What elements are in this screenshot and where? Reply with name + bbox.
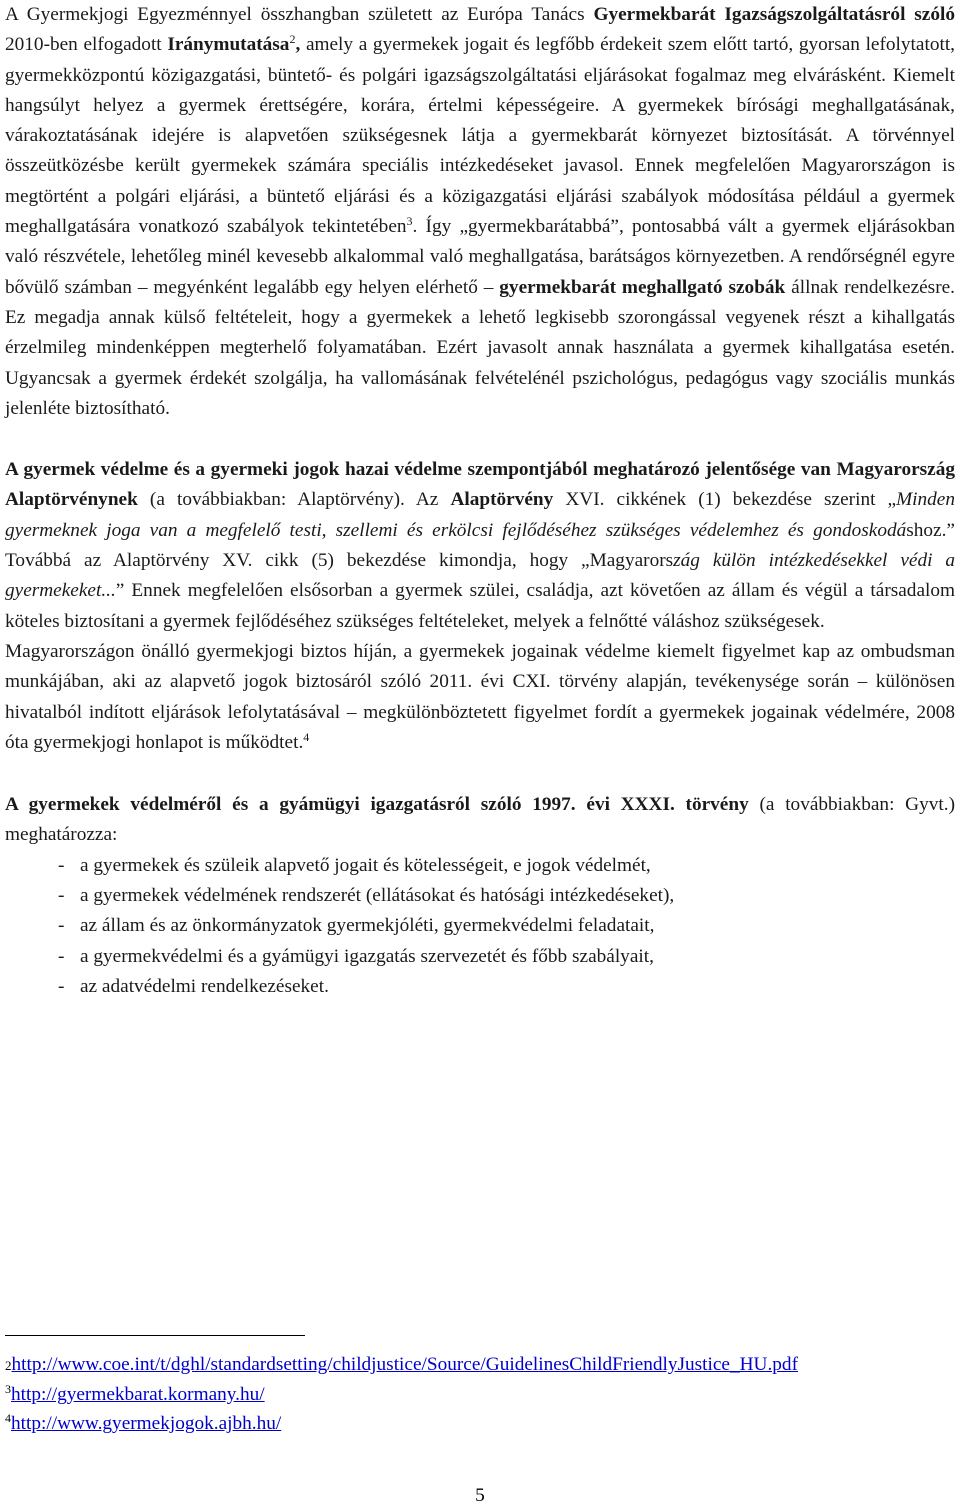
text: állnak rendelkezésre. Ez megadja annak külső feltételeit, hogy a gyermekek a lehető legkisebb szorongással vegyenek részt a kihallgatás érzelmileg mindenképpen megterhelő folyamatában. Ezért javasolt annak használata a gyermek kihallgatása esetén. Ugyancsak a gyermek érdekét szolgálja, ha vallomásának felvételénél pszichológus, pedagógus vagy szociális munkás jelenléte biztosítható. xyxy=(5,276,955,419)
footnote-4 xyxy=(5,1409,835,1438)
bold-text: , xyxy=(295,34,301,56)
bold-text: A gyermek védelme és a gyermeki jogok hazai védelme szempontjából meghatározó jelentősége van Magyarország Alaptörvénynek xyxy=(5,459,955,511)
footnote-number: 2 xyxy=(5,1358,12,1373)
dash-bullet: - xyxy=(58,885,65,907)
italic-quote: Minden gyermeknek joga van a megfelelő testi, szellemi és erkölcsi fejlődéséhez szükséges védelemhez és gondoskodá xyxy=(5,489,955,541)
bold-text: gyermekbarát meghallgató szobák xyxy=(499,276,786,298)
paragraph-fundamental-law xyxy=(5,455,955,637)
list-item: - az adatvédelmi rendelkezéseket. xyxy=(50,972,890,1002)
list-item: - a gyermekek védelmének rendszerét (ellátásokat és hatósági intézkedéseket), xyxy=(50,881,890,911)
paragraph-gyvt xyxy=(5,790,955,851)
text: ” Ennek megfelelően elsősorban a gyermek szülei, családja, azt követően az állam és végül a társadalom köteles biztosítani a gyermek fejlődéséhez szükséges feltételeket, melyek a felnőtté váláshoz szükségesek. xyxy=(5,580,955,632)
footnote-3 xyxy=(5,1380,835,1409)
footnote-number: 3 xyxy=(5,1382,11,1396)
text: amely a gyermekek jogait és legfőbb érdekeit szem előtt tartó, gyorsan lefolytatott, gyermekközpontú közigazgatási, büntető- és polgári igazságszolgáltatási eljárásokat fogalmaz meg elvárásként. Kiemelt hangsúlyt helyez a gyermek érettségére, korára, értelmi képességeire. A gyermekek bírósági meghallgatásának, várakoztatásának idejére is alapvetően szükségesnek látja a gyermekbarát környezet biztosítását. A törvénnyel összeütközésbe került gyermekek számára speciális intézkedéseket javasol. Ennek megfelelően Magyarországon is megtörtént a polgári eljárási, a büntető eljárási és a közigazgatási eljárási szabályok módosítása például a gyermek meghallgatására vonatkozó szabályok tekintetében xyxy=(5,34,955,238)
footnote-separator xyxy=(5,1335,305,1336)
dash-bullet: - xyxy=(58,915,65,937)
document-page xyxy=(5,0,955,1002)
bold-text: Alaptörvény xyxy=(450,489,554,511)
text: Magyarországon önálló gyermekjogi biztos híján, a gyermekek jogainak védelme kiemelt figyelmet kap az ombudsman munkájában, aki az alapvető jogok biztosáról szóló 2011. évi CXI. törvény alapján, tevékenysége során – különösen hivatalból indított eljárások lefolytatásával – megkülönböztetett figyelmet fordít a gyermekek jogainak védelmére, 2008 óta gyermekjogi honlapot is működtet. xyxy=(5,640,955,753)
text: (a továbbiakban: Gyvt.) meghatározza: xyxy=(5,794,955,846)
list-item: - a gyermekvédelmi és a gyámügyi igazgatás szervezetét és főbb szabályait, xyxy=(50,942,890,972)
dash-bullet: - xyxy=(58,975,65,997)
bold-text: A gyermekek védelméről és a gyámügyi igazgatásról szóló 1997. évi XXXI. törvény xyxy=(5,794,749,816)
footnote-link[interactable]: http://www.gyermekjogok.ajbh.hu/ xyxy=(11,1413,282,1434)
dash-bullet: - xyxy=(58,854,65,876)
footnote-link[interactable]: http://www.coe.int/t/dghl/standardsetting/childjustice/Source/GuidelinesChildFriendlyJustice_HU.pdf xyxy=(11,1354,798,1375)
italic-quote: zág külön intézkedésekkel védi a gyermekeket... xyxy=(5,550,955,602)
bold-text: Iránymutatása xyxy=(167,34,290,56)
footnotes xyxy=(5,1350,835,1438)
text: XVI. cikkének (1) bekezdése szerint „ xyxy=(553,489,897,511)
footnote-ref-3[interactable]: 3 xyxy=(406,214,413,229)
footnote-number: 4 xyxy=(5,1411,11,1425)
page-number: 5 xyxy=(475,1485,485,1506)
paragraph-guidelines xyxy=(5,0,955,424)
footnote-2 xyxy=(5,1350,835,1380)
text: 2010-ben elfogadott xyxy=(5,34,168,56)
bold-text: Gyermekbarát Igazságszolgáltatásról szóló xyxy=(593,4,955,25)
footnote-ref-4[interactable]: 4 xyxy=(303,729,310,744)
dash-bullet: - xyxy=(58,945,65,967)
text: A Gyermekjogi Egyezménnyel összhangban született az Európa Tanács xyxy=(5,4,594,25)
text: shoz.” Továbbá az Alaptörvény XV. cikk (5) bekezdése kimondja, hogy „Magyarors xyxy=(5,519,955,572)
list-item: - a gyermekek és szüleik alapvető jogait és kötelességeit, e jogok védelmét, xyxy=(50,851,890,881)
gyvt-list xyxy=(5,851,955,1002)
footnote-link[interactable]: http://gyermekbarat.kormany.hu/ xyxy=(11,1384,265,1405)
footnote-ref-2[interactable]: 2 xyxy=(289,32,296,47)
text: . Így „gyermekbarátabbá”, pontosabbá vált a gyermek eljárásokban való részvétele, lehetőleg minél kevesebb alkalommal való meghallgatása, barátságos környezetben. A rendőrségnél egyre bővülő számban – megyénként legalább egy helyen elérhető – xyxy=(5,216,956,298)
paragraph-ombudsman xyxy=(5,637,955,758)
text: (a továbbiakban: Alaptörvény). Az xyxy=(137,489,451,511)
list-item: - az állam és az önkormányzatok gyermekjóléti, gyermekvédelmi feladatait, xyxy=(50,911,890,941)
